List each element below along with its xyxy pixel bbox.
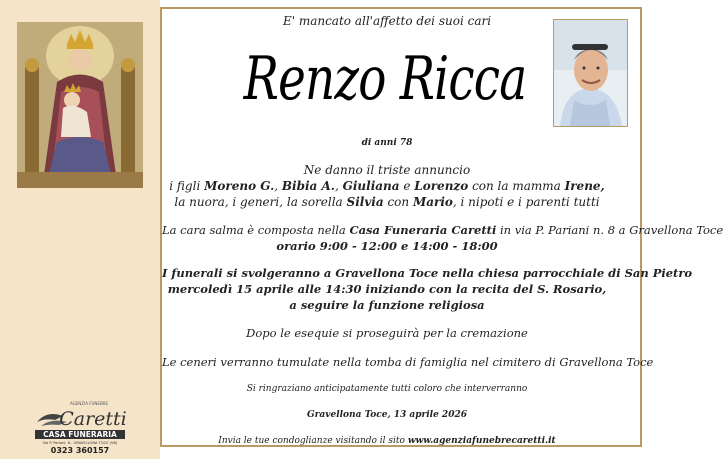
logo-phone-text: 0323 360157 — [50, 446, 110, 455]
name-silvia: Silvia — [346, 195, 384, 209]
text-span: La cara salma è composta nella — [162, 223, 350, 237]
funeral-line3: a seguire la funzione religiosa — [289, 298, 485, 312]
text-span: Invia le tue condoglianze visitando il sito — [218, 436, 408, 446]
burial-text: Le ceneri verranno tumulate nella tomba di famiglia nel cimitero di Gravellona Toce — [162, 355, 654, 369]
thanks-text: Si ringraziano anticipatamente tutti coloro che interverranno — [246, 384, 528, 394]
logo-banner-text: CASA FUNERARIA — [43, 430, 117, 439]
wake-line1 — [162, 223, 723, 237]
name-bibia: Bibia A. — [281, 179, 335, 193]
text-span: con la mamma — [468, 179, 565, 193]
text-span: con — [383, 195, 413, 209]
funeral-home-name: Casa Funeraria Caretti — [349, 223, 497, 237]
name-giuliana: Giuliana — [342, 179, 400, 193]
text-span: , — [334, 179, 343, 193]
name-moreno: Moreno G. — [204, 179, 275, 193]
funeral-line1: I funerali si svolgeranno a Gravellona Toce nella chiesa parrocchiale di San Pietro — [162, 266, 693, 280]
deceased-name: Renzo Ricca — [243, 44, 527, 114]
website-link[interactable]: www.agenziafunebrecaretti.it — [407, 436, 556, 446]
text-span: e — [399, 179, 415, 193]
name-irene: Irene, — [564, 179, 605, 193]
announce-line1: Ne danno il triste annuncio — [303, 163, 471, 177]
caretti-logo — [33, 400, 127, 456]
announce-line3 — [162, 195, 612, 209]
cremation-text: Dopo le esequie si proseguirà per la cremazione — [246, 326, 528, 340]
age-text: di anni 78 — [361, 138, 413, 148]
place-date-text: Gravellona Toce, 13 aprile 2026 — [307, 410, 467, 420]
funeral-line2: mercoledì 15 aprile alle 14:30 iniziando con la recita del S. Rosario, — [167, 282, 607, 296]
name-lorenzo: Lorenzo — [414, 179, 469, 193]
text-span: in via P. Pariani n. 8 a Gravellona Toce — [496, 223, 723, 237]
text-span: i figli — [169, 179, 205, 193]
wake-hours: orario 9:00 - 12:00 e 14:00 - 18:00 — [276, 239, 498, 253]
name-mario: Mario — [412, 195, 453, 209]
text-span: la nuora, i generi, la sorella — [174, 195, 347, 209]
logo-brand-text: Caretti — [59, 408, 127, 430]
announce-line2 — [162, 179, 612, 193]
left-sidebar — [0, 0, 160, 459]
text-span: , i nipoti e i parenti tutti — [452, 195, 600, 209]
deceased-photo — [553, 19, 628, 127]
logo-top-text: AGENZIA FUNEBRE — [69, 401, 109, 406]
footer-text — [162, 436, 612, 446]
intro-text: E' mancato all'affetto dei suoi cari — [282, 14, 492, 28]
madonna-image — [17, 22, 143, 188]
text-span: , — [274, 179, 282, 193]
logo-address-text: Via P. Pariani, 8 - GRAVELLONA TOCE (VB) — [42, 441, 118, 445]
